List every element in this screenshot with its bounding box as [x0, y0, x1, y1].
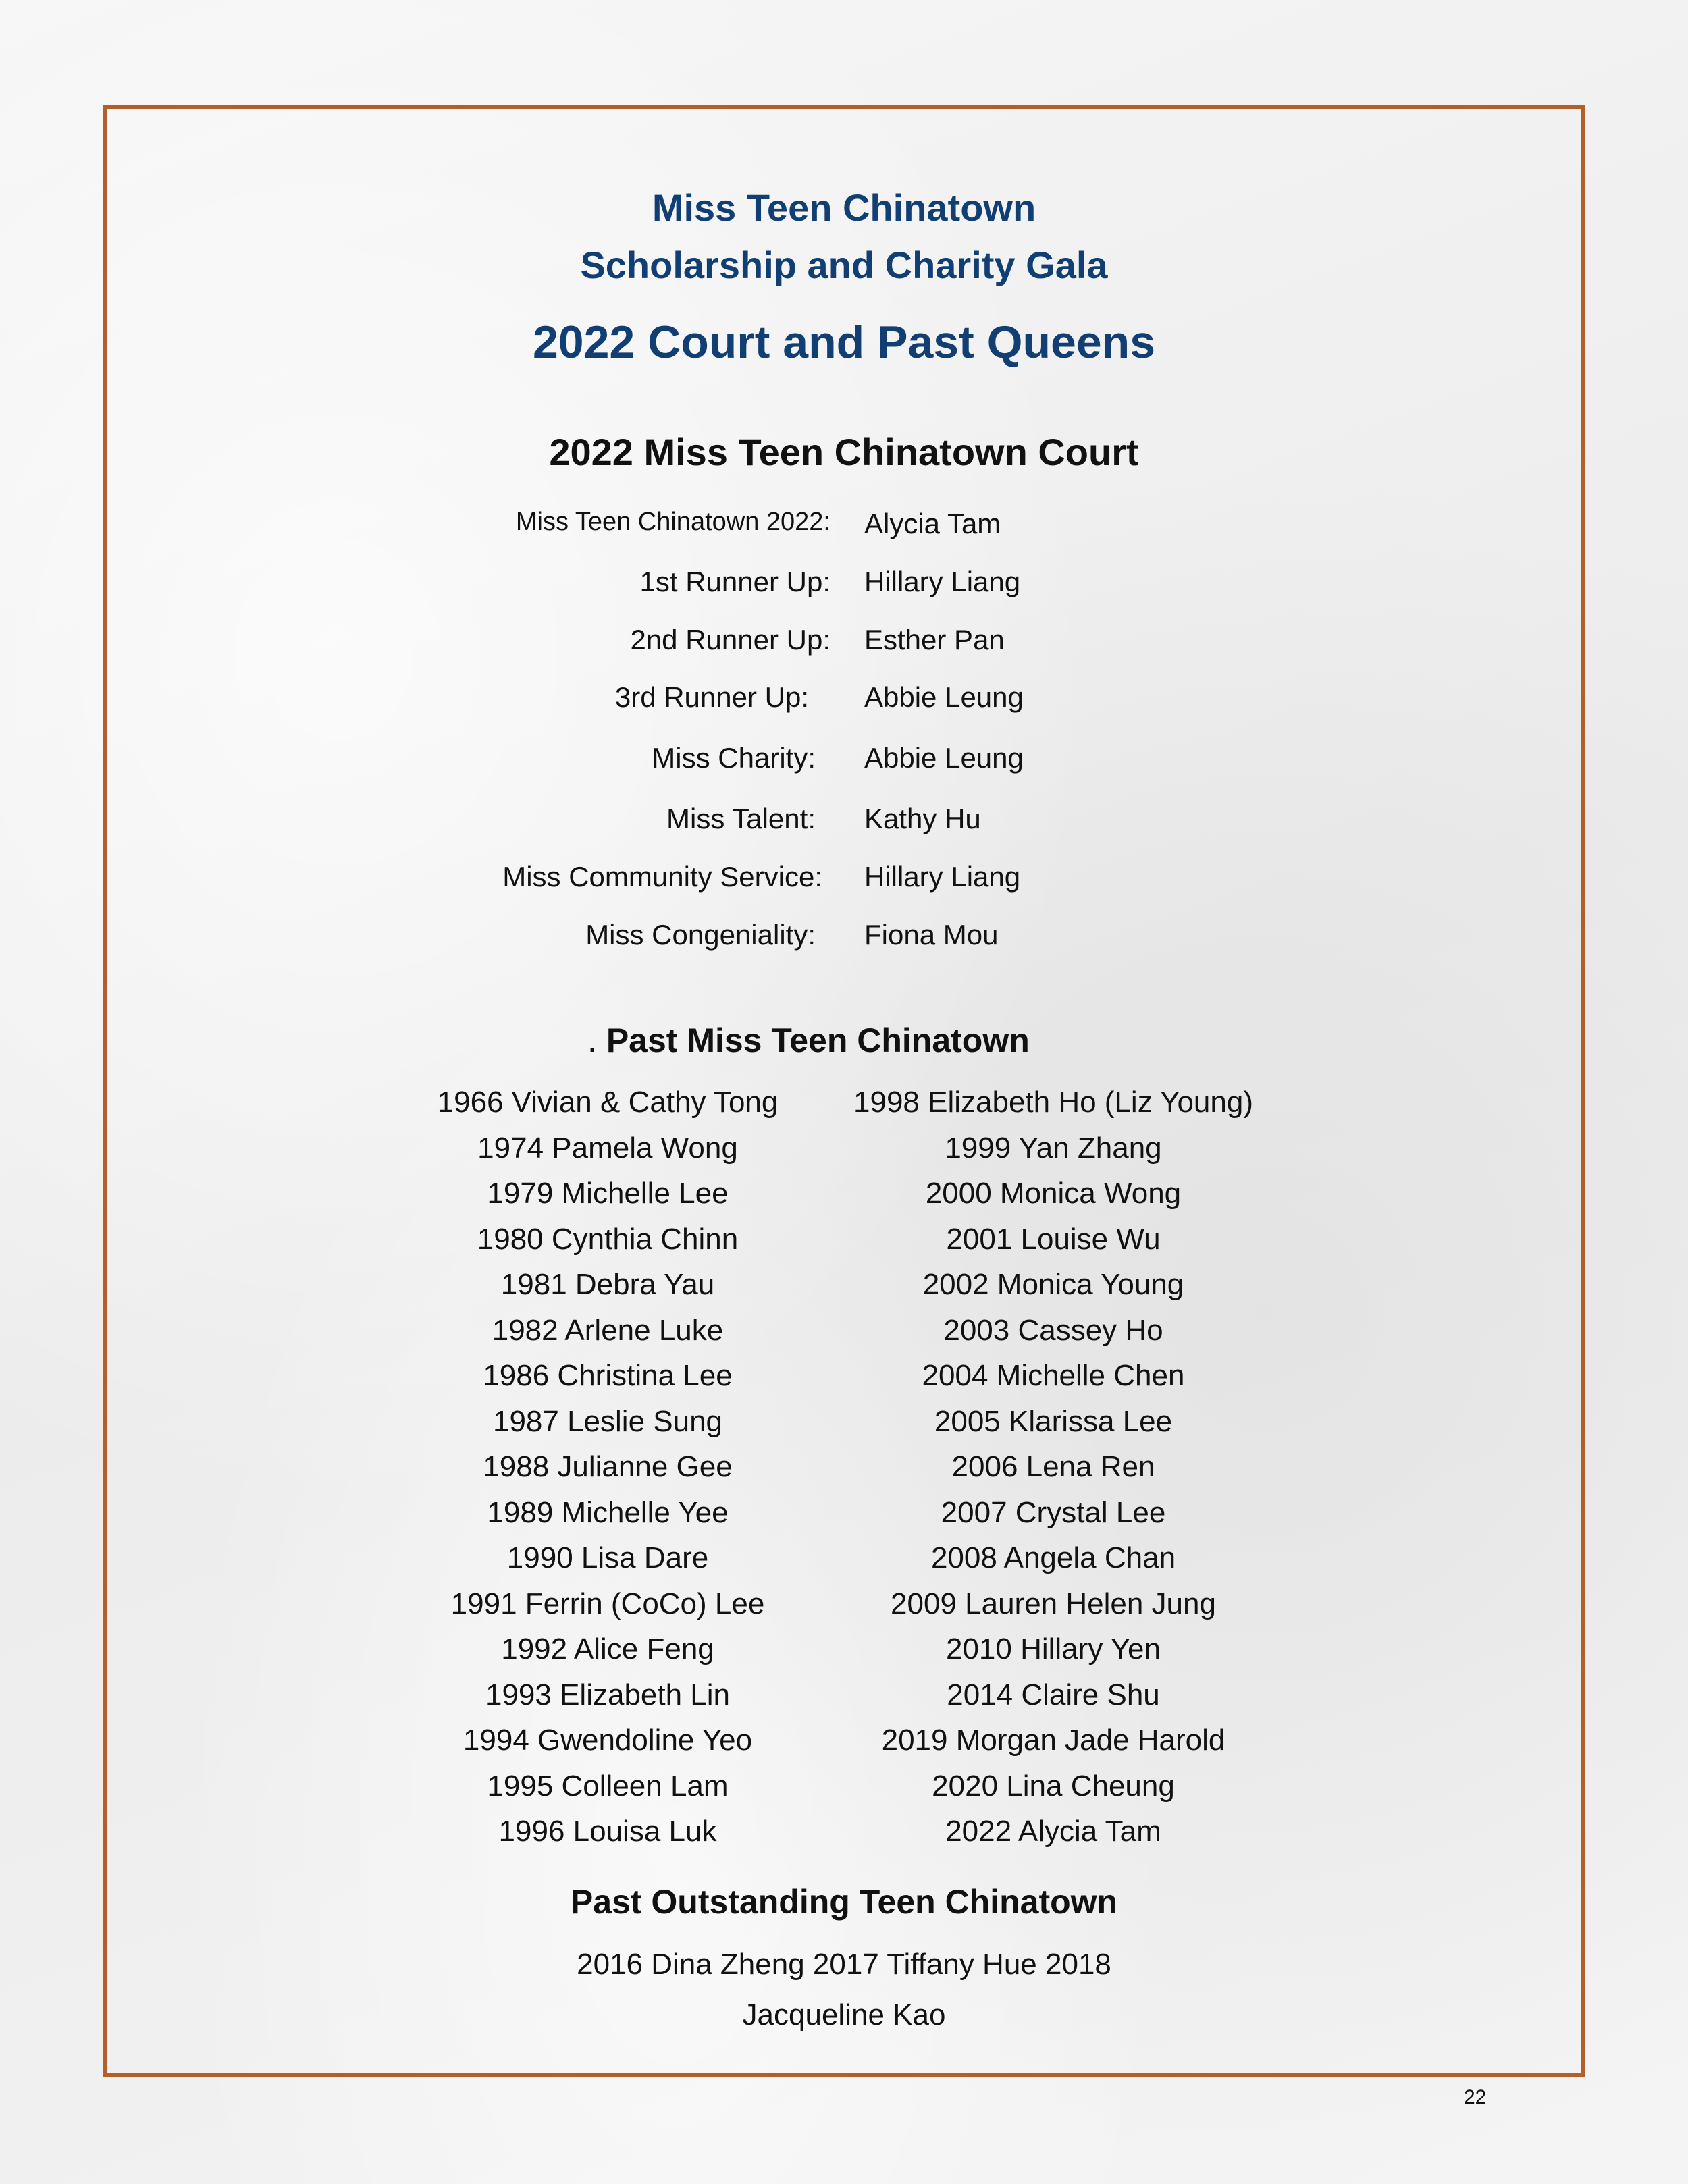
past-queen-entry: 1980 Cynthia Chinn — [477, 1223, 739, 1256]
past-queen-entry: 2022 Alycia Tam — [945, 1815, 1161, 1848]
outstanding-line-1: 2016 Dina Zheng 2017 Tiffany Hue 2018 — [577, 1948, 1111, 1981]
court-name: Esther Pan — [864, 624, 1005, 656]
past-queen-entry: 2009 Lauren Helen Jung — [891, 1587, 1216, 1620]
past-queens-title: Past Miss Teen Chinatown — [606, 1021, 1030, 1059]
court-role: 1st Runner Up: — [639, 566, 830, 597]
gala-title-line2: Scholarship and Charity Gala — [580, 244, 1108, 286]
past-queen-entry: 2001 Louise Wu — [946, 1223, 1161, 1256]
court-role: Miss Teen Chinatown 2022: — [515, 508, 830, 536]
past-queen-entry: 2007 Crystal Lee — [941, 1496, 1166, 1529]
court-name: Alycia Tam — [864, 508, 1001, 539]
past-queen-entry: 1990 Lisa Dare — [506, 1541, 709, 1574]
court-name: Hillary Liang — [864, 861, 1021, 893]
past-queen-entry: 1988 Julianne Gee — [483, 1450, 733, 1483]
past-queen-entry: 1974 Pamela Wong — [477, 1131, 738, 1165]
court-name: Hillary Liang — [864, 566, 1021, 597]
past-queen-entry: 2004 Michelle Chen — [922, 1359, 1185, 1392]
page-heading: 2022 Court and Past Queens — [532, 317, 1156, 368]
court-heading: 2022 Miss Teen Chinatown Court — [549, 431, 1139, 473]
gala-title-line1: Miss Teen Chinatown — [652, 186, 1036, 229]
past-queen-entry: 1989 Michelle Yee — [487, 1496, 729, 1529]
past-queen-entry: 1981 Debra Yau — [500, 1268, 715, 1301]
court-name: Abbie Leung — [864, 681, 1024, 713]
past-queen-entry: 1986 Christina Lee — [483, 1359, 733, 1392]
past-queen-entry: 1999 Yan Zhang — [945, 1131, 1162, 1165]
outstanding-line-2: Jacqueline Kao — [742, 1998, 946, 2031]
outstanding-heading: Past Outstanding Teen Chinatown — [570, 1883, 1118, 1921]
past-queen-entry: 2010 Hillary Yen — [945, 1632, 1161, 1666]
court-name: Abbie Leung — [864, 742, 1024, 774]
court-name: Fiona Mou — [864, 919, 999, 951]
past-queen-entry: 2019 Morgan Jade Harold — [881, 1724, 1225, 1757]
past-queen-entry: 2020 Lina Cheung — [932, 1769, 1175, 1803]
court-role: 3rd Runner Up: — [614, 681, 809, 713]
past-queen-entry: 1987 Leslie Sung — [492, 1405, 723, 1438]
court-role: Miss Charity: — [652, 742, 816, 774]
past-queen-entry: 2014 Claire Shu — [947, 1678, 1160, 1711]
heading-dot: . — [587, 1021, 597, 1059]
past-queens-heading — [587, 1021, 1030, 1060]
past-queen-entry: 2003 Cassey Ho — [943, 1314, 1163, 1347]
past-queen-entry: 1993 Elizabeth Lin — [485, 1678, 731, 1711]
past-queen-entry: 2000 Monica Wong — [925, 1177, 1182, 1210]
past-queen-entry: 1995 Colleen Lam — [487, 1769, 729, 1803]
court-role: 2nd Runner Up: — [630, 624, 830, 656]
court-role: Miss Community Service: — [502, 861, 822, 893]
court-role: Miss Congeniality: — [585, 919, 816, 951]
past-queen-entry: 2008 Angela Chan — [930, 1541, 1176, 1574]
past-queen-entry: 1982 Arlene Luke — [492, 1314, 724, 1347]
past-queen-entry: 1991 Ferrin (CoCo) Lee — [450, 1587, 765, 1620]
past-queen-entry: 2005 Klarissa Lee — [934, 1405, 1173, 1438]
past-queen-entry: 1998 Elizabeth Ho (Liz Young) — [853, 1086, 1253, 1119]
court-role: Miss Talent: — [666, 803, 816, 834]
court-name: Kathy Hu — [864, 803, 981, 834]
past-queen-entry: 1966 Vivian & Cathy Tong — [437, 1086, 779, 1119]
past-queen-entry: 1996 Louisa Luk — [498, 1815, 717, 1848]
past-queen-entry: 1992 Alice Feng — [501, 1632, 714, 1666]
past-queen-entry: 1994 Gwendoline Yeo — [463, 1724, 753, 1757]
past-queen-entry: 2002 Monica Young — [922, 1268, 1184, 1301]
past-queen-entry: 1979 Michelle Lee — [487, 1177, 729, 1210]
past-queen-entry: 2006 Lena Ren — [951, 1450, 1155, 1483]
page-number: 22 — [1464, 2086, 1487, 2108]
